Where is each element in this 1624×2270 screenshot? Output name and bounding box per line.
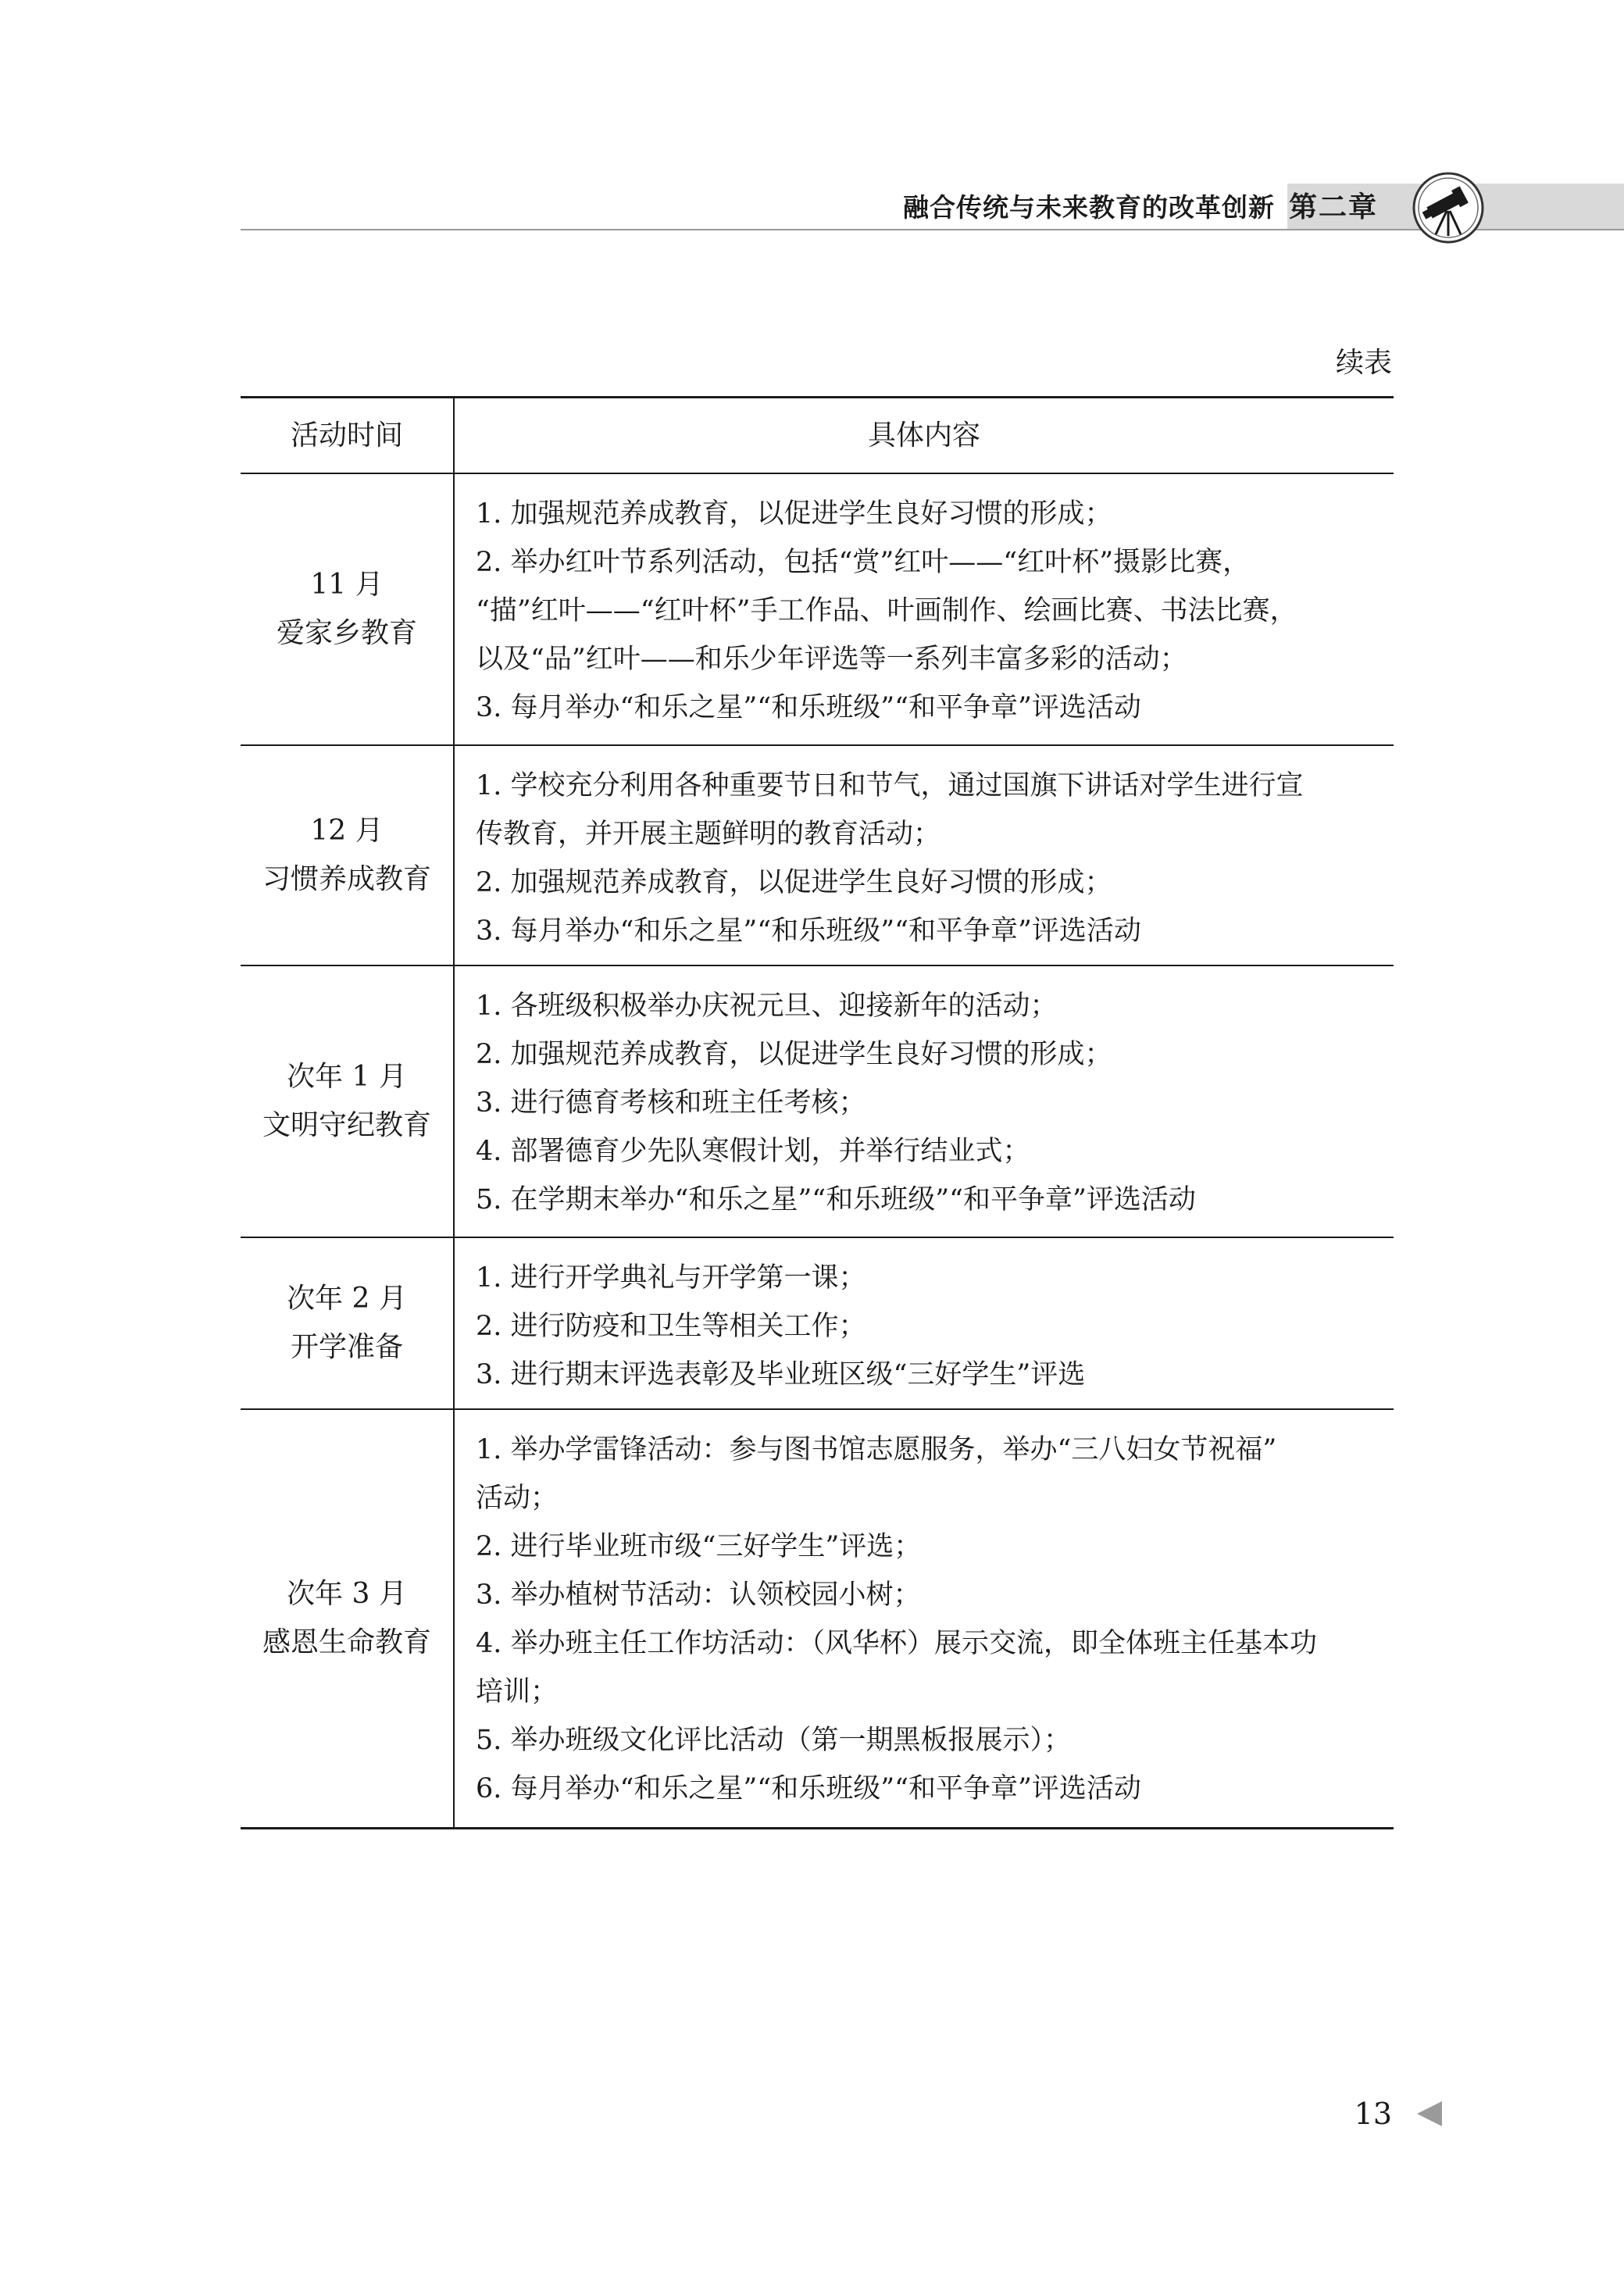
table-row [241, 1410, 1394, 1827]
month-label: 次年 1 月 [287, 1061, 407, 1093]
content-line: 4. 举办班主任工作坊活动：（风华杯）展示交流，即全体班主任基本功 [476, 1628, 1318, 1659]
chapter-label: 第二章 [1289, 191, 1379, 223]
content-line: 传教育，并开展主题鲜明的教育活动； [476, 819, 941, 850]
telescope-icon [1411, 170, 1486, 245]
content-line: 活动； [476, 1483, 559, 1514]
activity-content-cell [455, 1410, 1394, 1827]
content-line: 1. 进行开学典礼与开学第一课； [476, 1262, 866, 1294]
content-line: 2. 加强规范养成教育，以促进学生良好习惯的形成； [476, 867, 1112, 898]
activity-table [241, 396, 1394, 1829]
content-line: 1. 举办学雷锋活动：参与图书馆志愿服务，举办“三八妇女节祝福” [476, 1434, 1277, 1465]
content-line: 5. 举办班级文化评比活动（第一期黑板报展示）； [476, 1725, 1072, 1756]
column-header-content: 具体内容 [867, 419, 980, 452]
theme-label: 文明守纪教育 [262, 1109, 431, 1141]
activity-content-cell [455, 474, 1394, 744]
page-number: 13 [1354, 2097, 1392, 2131]
content-line: 培训； [476, 1676, 559, 1708]
content-line: 1. 加强规范养成教育，以促进学生良好习惯的形成； [476, 498, 1112, 530]
content-line: 3. 进行德育考核和班主任考核； [476, 1087, 866, 1119]
content-line: 2. 加强规范养成教育，以促进学生良好习惯的形成； [476, 1039, 1112, 1070]
left-triangle-icon [1415, 2100, 1442, 2128]
content-line: 5. 在学期末举办“和乐之星”“和乐班级”“和平争章”评选活动 [476, 1184, 1196, 1215]
content-line: 以及“品”红叶——和乐少年评选等一系列丰富多彩的活动； [476, 644, 1187, 675]
table-header-row [241, 398, 1394, 474]
content-line: 3. 每月举办“和乐之星”“和乐班级”“和平争章”评选活动 [476, 915, 1141, 947]
content-line: 4. 部署德育少先队寒假计划，并举行结业式； [476, 1136, 1030, 1167]
activity-content-cell [455, 1238, 1394, 1408]
table-row [241, 1238, 1394, 1410]
content-line: 3. 举办植树节活动：认领校园小树； [476, 1579, 921, 1611]
activity-time-cell [241, 746, 455, 965]
content-line: 3. 每月举办“和乐之星”“和乐班级”“和平争章”评选活动 [476, 692, 1141, 723]
content-line: 6. 每月举办“和乐之星”“和乐班级”“和平争章”评选活动 [476, 1773, 1141, 1804]
activity-time-cell [241, 1238, 455, 1408]
content-line: “描”红叶——“红叶杯”手工作品、叶画制作、绘画比赛、书法比赛， [476, 595, 1297, 626]
content-line: 2. 举办红叶节系列活动，包括“赏”红叶——“红叶杯”摄影比赛， [476, 547, 1251, 578]
activity-time-cell [241, 966, 455, 1237]
theme-label: 感恩生命教育 [262, 1626, 431, 1658]
month-label: 11 月 [310, 569, 384, 601]
month-label: 次年 2 月 [287, 1283, 407, 1315]
content-line: 2. 进行防疫和卫生等相关工作； [476, 1311, 866, 1342]
month-label: 12 月 [310, 815, 384, 847]
running-header-title: 融合传统与未来教育的改革创新 [903, 192, 1275, 223]
activity-content-cell [455, 746, 1394, 965]
table-row [241, 966, 1394, 1238]
month-label: 次年 3 月 [287, 1578, 407, 1610]
continued-table-label: 续表 [1335, 347, 1392, 379]
activity-content-cell [455, 966, 1394, 1237]
activity-time-cell [241, 474, 455, 744]
column-header-time: 活动时间 [241, 398, 455, 473]
content-line: 3. 进行期末评选表彰及毕业班区级“三好学生”评选 [476, 1359, 1086, 1390]
theme-label: 爱家乡教育 [276, 617, 417, 649]
content-line: 2. 进行毕业班市级“三好学生”评选； [476, 1531, 922, 1562]
content-line: 1. 各班级积极举办庆祝元旦、迎接新年的活动； [476, 990, 1058, 1022]
table-row [241, 746, 1394, 966]
theme-label: 开学准备 [290, 1331, 403, 1363]
content-line: 1. 学校充分利用各种重要节日和节气，通过国旗下讲话对学生进行宣 [476, 770, 1304, 801]
theme-label: 习惯养成教育 [262, 863, 431, 895]
activity-time-cell [241, 1410, 455, 1827]
table-row [241, 474, 1394, 746]
